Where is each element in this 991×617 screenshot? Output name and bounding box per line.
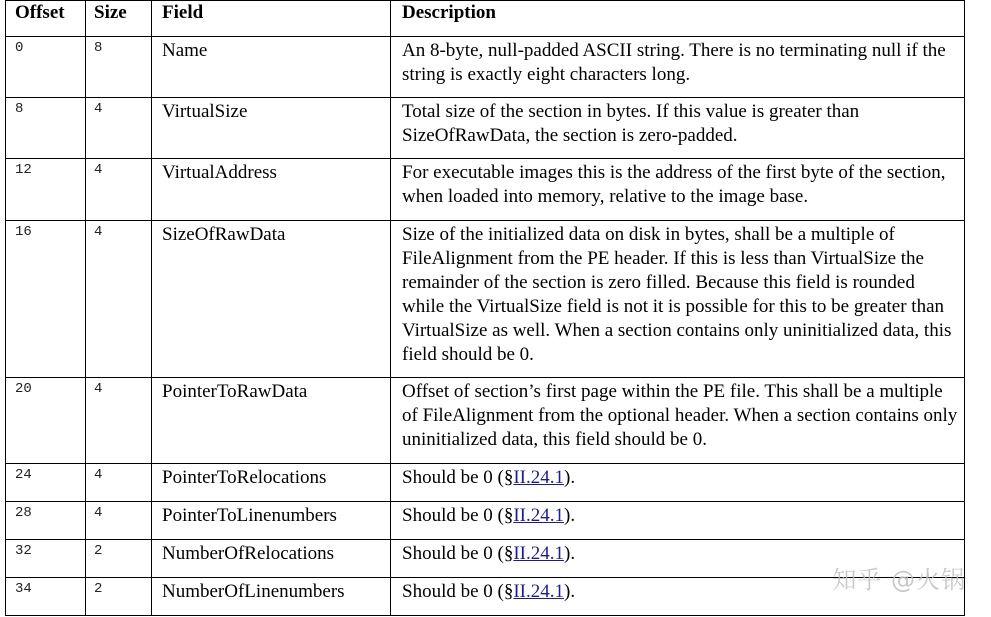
offset-cell: 16 [6, 221, 86, 378]
table-row [6, 378, 965, 464]
table-row [6, 502, 965, 540]
section-reference-link[interactable]: II.24.1 [513, 505, 565, 526]
description-suffix: ). [564, 505, 576, 526]
offset-cell: 24 [6, 464, 86, 502]
section-reference-link[interactable]: II.24.1 [513, 467, 565, 488]
field-cell: NumberOfRelocations [152, 540, 391, 578]
size-cell: 4 [86, 159, 152, 221]
size-cell: 4 [86, 221, 152, 378]
description-text: Should be 0 (§ [402, 467, 514, 488]
field-cell: PointerToLinenumbers [152, 502, 391, 540]
size-cell: 4 [86, 98, 152, 159]
table-row [6, 464, 965, 502]
size-cell: 4 [86, 502, 152, 540]
description-cell: Offset of section’s first page within the PE file. This shall be a multiple of FileAlignment from the optional header. When a section contains only uninitialized data, this field should be 0. [391, 378, 965, 464]
field-cell: PointerToRawData [152, 378, 391, 464]
header-description: Description [391, 1, 965, 37]
size-cell: 8 [86, 37, 152, 98]
description-suffix: ). [564, 581, 576, 602]
field-cell: NumberOfLinenumbers [152, 578, 391, 616]
offset-cell: 12 [6, 159, 86, 221]
size-cell: 4 [86, 378, 152, 464]
table-header-row [6, 1, 965, 37]
field-cell: PointerToRelocations [152, 464, 391, 502]
offset-cell: 32 [6, 540, 86, 578]
field-cell: Name [152, 37, 391, 98]
size-cell: 2 [86, 540, 152, 578]
offset-cell: 0 [6, 37, 86, 98]
table-row [6, 578, 965, 616]
description-cell: An 8-byte, null-padded ASCII string. There is no terminating null if the string is exactly eight characters long. [391, 37, 965, 98]
table-row [6, 221, 965, 378]
offset-cell: 34 [6, 578, 86, 616]
table-row [6, 540, 965, 578]
description-text: Should be 0 (§ [402, 581, 514, 602]
description-cell: For executable images this is the address of the first byte of the section, when loaded into memory, relative to the image base. [391, 159, 965, 221]
header-field: Field [152, 1, 391, 37]
table-row [6, 159, 965, 221]
description-suffix: ). [564, 543, 576, 564]
description-cell [391, 502, 965, 540]
header-size: Size [86, 1, 152, 37]
table-row [6, 98, 965, 159]
size-cell: 4 [86, 464, 152, 502]
header-offset: Offset [6, 1, 86, 37]
description-cell [391, 464, 965, 502]
field-cell: VirtualAddress [152, 159, 391, 221]
section-reference-link[interactable]: II.24.1 [513, 543, 565, 564]
description-text: Should be 0 (§ [402, 543, 514, 564]
table-row [6, 37, 965, 98]
description-suffix: ). [564, 467, 576, 488]
watermark: 知乎 @火锅 [832, 566, 966, 594]
description-text: Should be 0 (§ [402, 505, 514, 526]
field-cell: SizeOfRawData [152, 221, 391, 378]
offset-cell: 20 [6, 378, 86, 464]
field-cell: VirtualSize [152, 98, 391, 159]
section-header-table [5, 0, 965, 616]
description-cell: Size of the initialized data on disk in bytes, shall be a multiple of FileAlignment from the PE header. If this is less than VirtualSize the remainder of the section is zero filled. Because this field is rounded while the VirtualSize field is not it is possible for this to be greater than VirtualSize as well. When a section contains only uninitialized data, this field should be 0. [391, 221, 965, 378]
offset-cell: 8 [6, 98, 86, 159]
description-cell: Total size of the section in bytes. If this value is greater than SizeOfRawData, the section is zero-padded. [391, 98, 965, 159]
section-reference-link[interactable]: II.24.1 [513, 581, 565, 602]
size-cell: 2 [86, 578, 152, 616]
offset-cell: 28 [6, 502, 86, 540]
